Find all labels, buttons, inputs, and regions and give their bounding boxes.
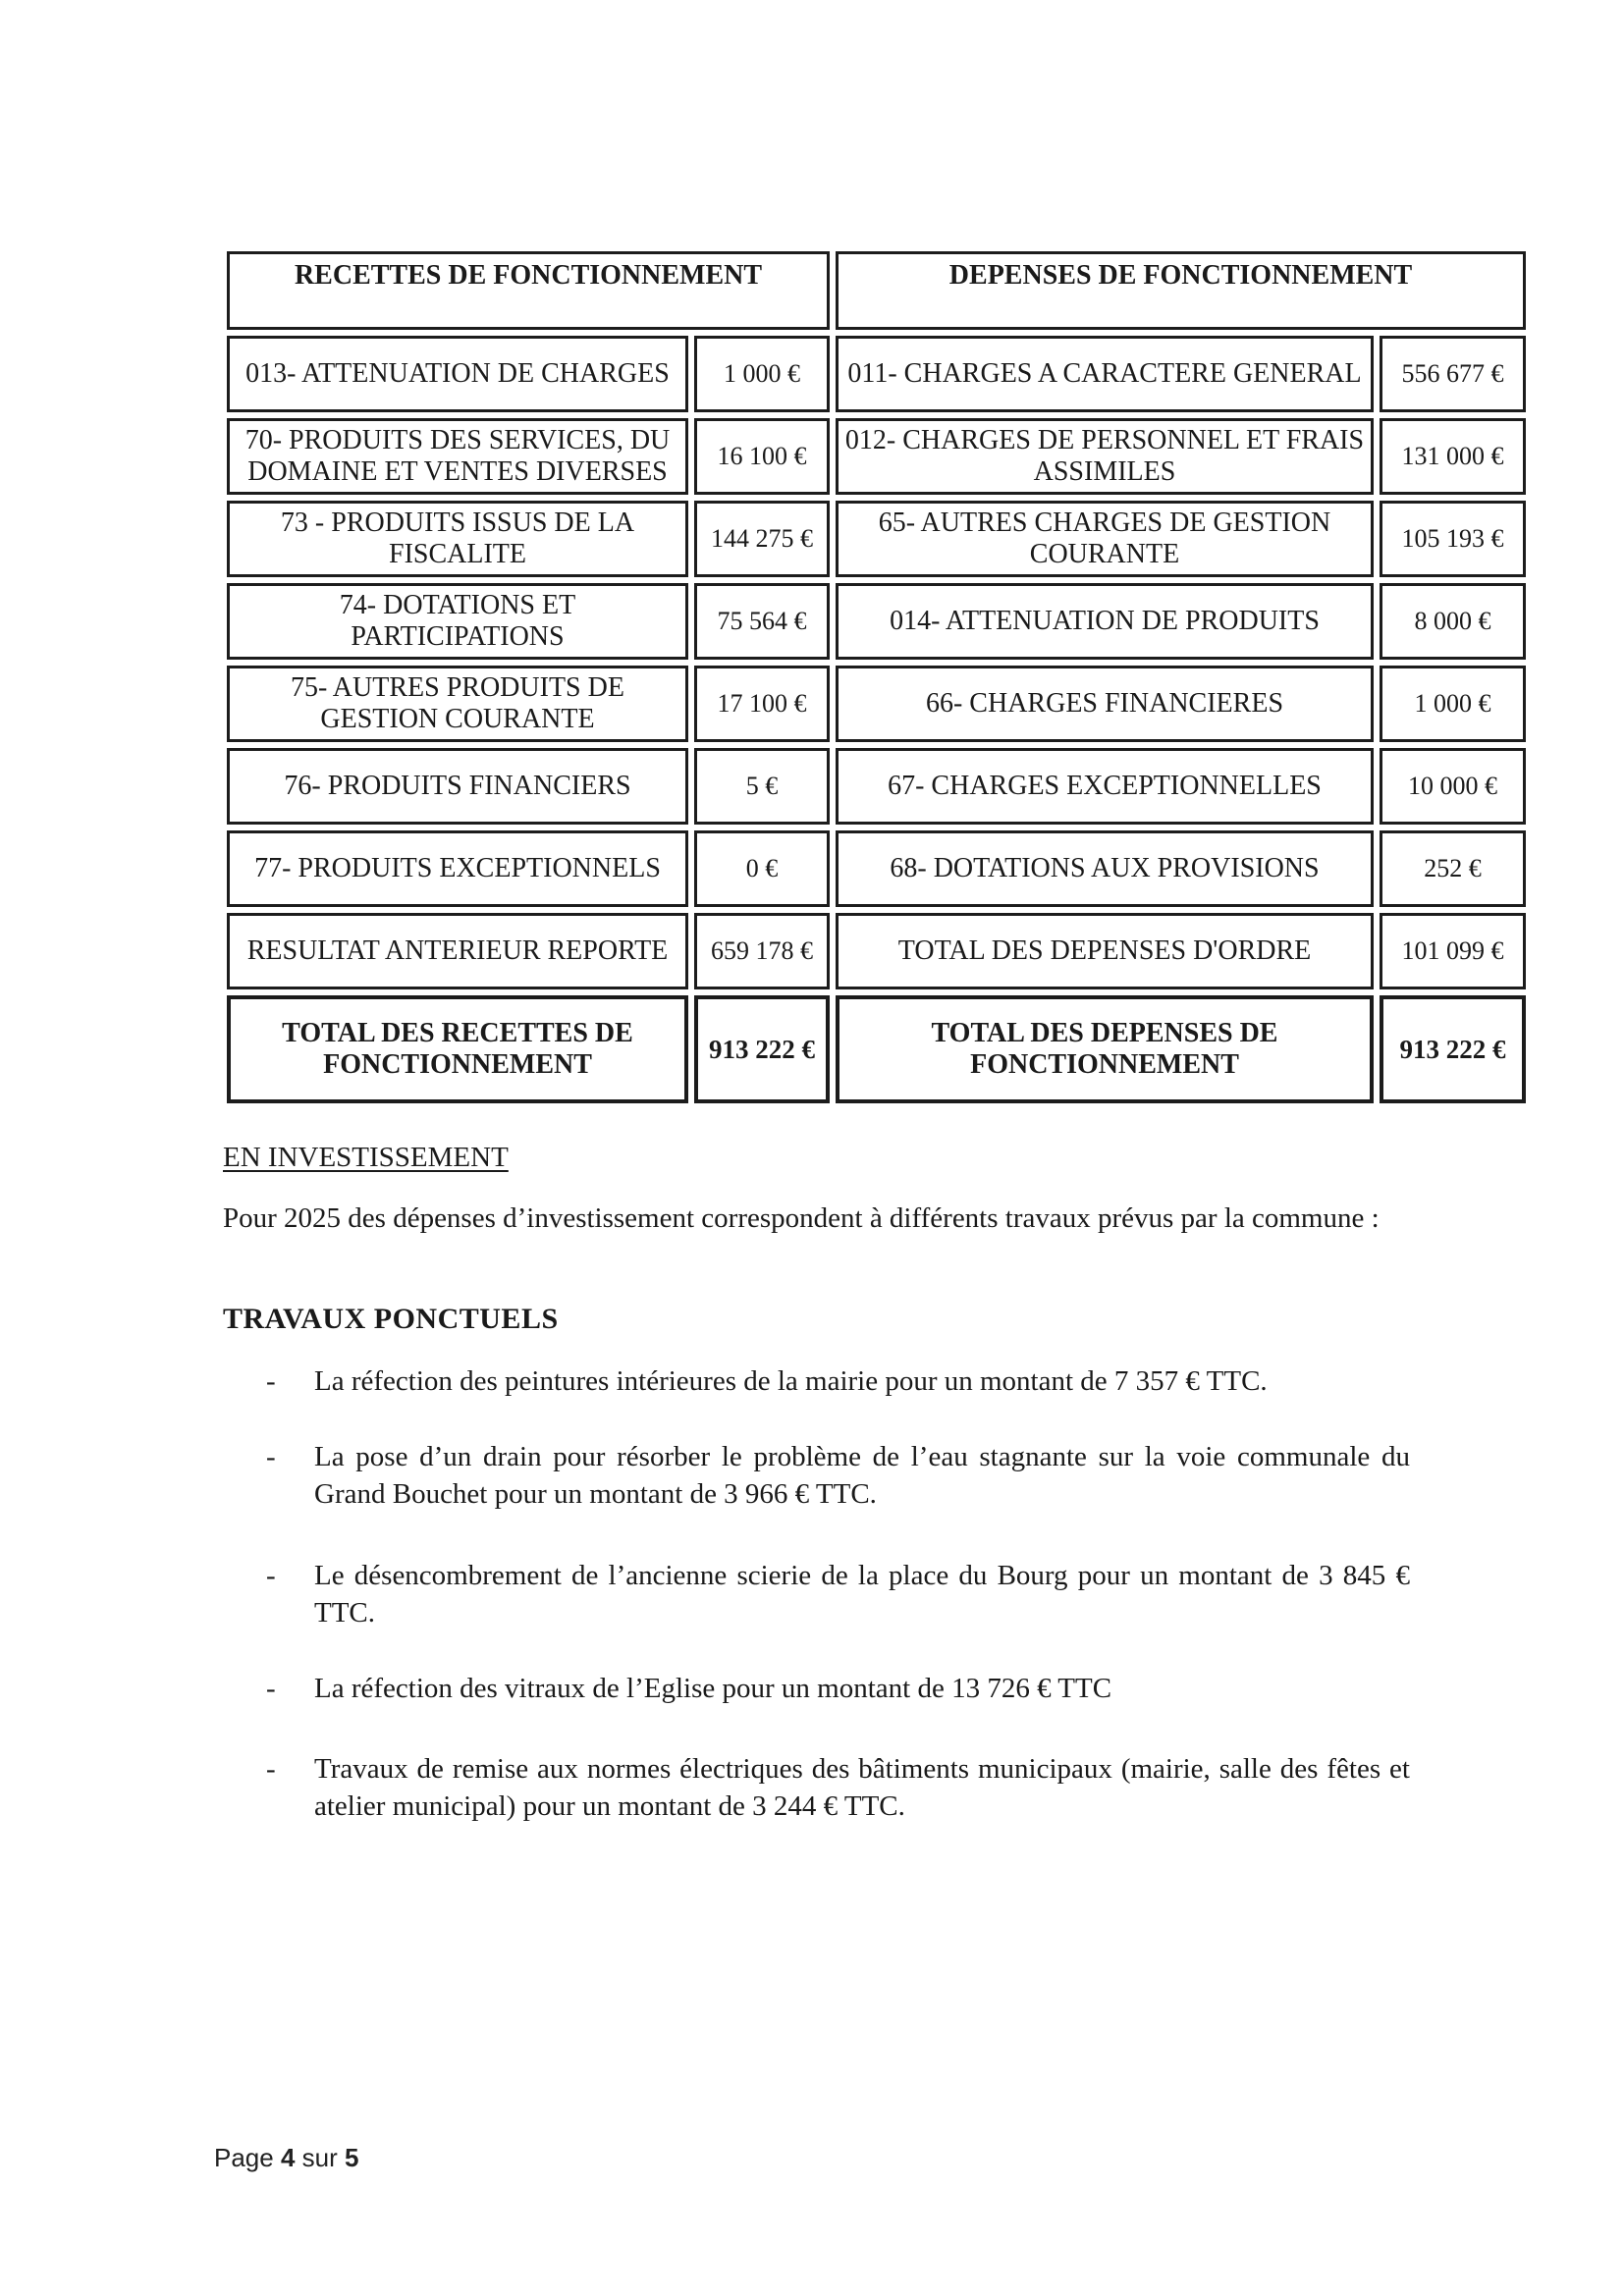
work-text: La pose d’un drain pour résorber le problème de l’eau stagnante sur la voie communale du Grand Bouchet pour un montant de 3 966 € TTC. xyxy=(314,1441,1410,1510)
dash-bullet: - xyxy=(266,1441,276,1472)
depense-amount: 556 677 € xyxy=(1380,336,1526,412)
depense-amount: 252 € xyxy=(1380,830,1526,907)
section-title-investissement: EN INVESTISSEMENT xyxy=(223,1142,509,1173)
depense-amount: 105 193 € xyxy=(1380,501,1526,577)
recette-amount: 5 € xyxy=(694,748,830,825)
recette-label: 013- ATTENUATION DE CHARGES xyxy=(227,336,688,412)
dash-bullet: - xyxy=(266,1753,276,1785)
depense-amount: 101 099 € xyxy=(1380,913,1526,989)
recette-amount: 17 100 € xyxy=(694,666,830,742)
budget-table xyxy=(221,245,1532,1109)
recette-label: 74- DOTATIONS ET PARTICIPATIONS xyxy=(227,583,688,660)
table-row xyxy=(227,336,1526,412)
depense-amount: 10 000 € xyxy=(1380,748,1526,825)
table-row xyxy=(227,418,1526,495)
table-row xyxy=(227,913,1526,989)
footer-page-number: 4 xyxy=(280,2143,296,2172)
table-body xyxy=(227,336,1526,1103)
table-row xyxy=(227,830,1526,907)
header-recettes: RECETTES DE FONCTIONNEMENT xyxy=(227,251,830,330)
work-text: La réfection des vitraux de l’Eglise pour un montant de 13 726 € TTC xyxy=(314,1673,1112,1704)
dash-bullet: - xyxy=(266,1673,276,1704)
list-item xyxy=(223,1750,1410,1825)
depense-amount: 1 000 € xyxy=(1380,666,1526,742)
footer-total-pages: 5 xyxy=(345,2143,359,2172)
recette-amount: 75 564 € xyxy=(694,583,830,660)
depense-amount: 131 000 € xyxy=(1380,418,1526,495)
table-row xyxy=(227,583,1526,660)
recette-label: RESULTAT ANTERIEUR REPORTE xyxy=(227,913,688,989)
list-item xyxy=(223,1557,1410,1631)
footer-of-word: sur xyxy=(301,2143,338,2172)
depense-amount: 8 000 € xyxy=(1380,583,1526,660)
work-text: La réfection des peintures intérieures de la mairie pour un montant de 7 357 € TTC. xyxy=(314,1365,1268,1397)
work-text: Le désencombrement de l’ancienne scierie de la place du Bourg pour un montant de 3 845 € TTC. xyxy=(314,1560,1410,1629)
recette-label: 76- PRODUITS FINANCIERS xyxy=(227,748,688,825)
list-item xyxy=(223,1438,1410,1513)
depense-label: 67- CHARGES EXCEPTIONNELLES xyxy=(836,748,1374,825)
recette-amount: 659 178 € xyxy=(694,913,830,989)
dash-bullet: - xyxy=(266,1560,276,1591)
total-depenses-amount: 913 222 € xyxy=(1380,995,1526,1103)
depense-label: 68- DOTATIONS AUX PROVISIONS xyxy=(836,830,1374,907)
works-list xyxy=(223,1362,1410,1825)
depense-label: TOTAL DES DEPENSES D'ORDRE xyxy=(836,913,1374,989)
recette-amount: 144 275 € xyxy=(694,501,830,577)
footer-page-word: Page xyxy=(214,2143,274,2172)
table-row xyxy=(227,501,1526,577)
depense-label: 011- CHARGES A CARACTERE GENERAL xyxy=(836,336,1374,412)
total-recettes-amount: 913 222 € xyxy=(694,995,830,1103)
total-row xyxy=(227,995,1526,1103)
recette-amount: 16 100 € xyxy=(694,418,830,495)
table-row xyxy=(227,666,1526,742)
depense-label: 014- ATTENUATION DE PRODUITS xyxy=(836,583,1374,660)
list-item xyxy=(223,1362,1410,1400)
table-header-row xyxy=(227,251,1526,330)
header-depenses: DEPENSES DE FONCTIONNEMENT xyxy=(836,251,1526,330)
depense-label: 012- CHARGES DE PERSONNEL ET FRAIS ASSIMILES xyxy=(836,418,1374,495)
depense-label: 65- AUTRES CHARGES DE GESTION COURANTE xyxy=(836,501,1374,577)
recette-label: 73 - PRODUITS ISSUS DE LA FISCALITE xyxy=(227,501,688,577)
list-item xyxy=(223,1670,1410,1707)
depense-label: 66- CHARGES FINANCIERES xyxy=(836,666,1374,742)
total-recettes-label: TOTAL DES RECETTES DE FONCTIONNEMENT xyxy=(227,995,688,1103)
recette-amount: 1 000 € xyxy=(694,336,830,412)
recette-label: 75- AUTRES PRODUITS DE GESTION COURANTE xyxy=(227,666,688,742)
dash-bullet: - xyxy=(266,1365,276,1397)
total-depenses-label: TOTAL DES DEPENSES DE FONCTIONNEMENT xyxy=(836,995,1374,1103)
subtitle-travaux-ponctuels: TRAVAUX PONCTUELS xyxy=(223,1303,559,1335)
table-row xyxy=(227,748,1526,825)
work-text: Travaux de remise aux normes électriques des bâtiments municipaux (mairie, salle des fêtes et atelier municipal) pour un montant de 3 244 € TTC. xyxy=(314,1753,1410,1822)
recette-label: 77- PRODUITS EXCEPTIONNELS xyxy=(227,830,688,907)
recette-label: 70- PRODUITS DES SERVICES, DU DOMAINE ET VENTES DIVERSES xyxy=(227,418,688,495)
page-footer xyxy=(214,2143,359,2173)
investment-intro: Pour 2025 des dépenses d’investissement correspondent à différents travaux prévus par la commune : xyxy=(223,1202,1380,1234)
recette-amount: 0 € xyxy=(694,830,830,907)
